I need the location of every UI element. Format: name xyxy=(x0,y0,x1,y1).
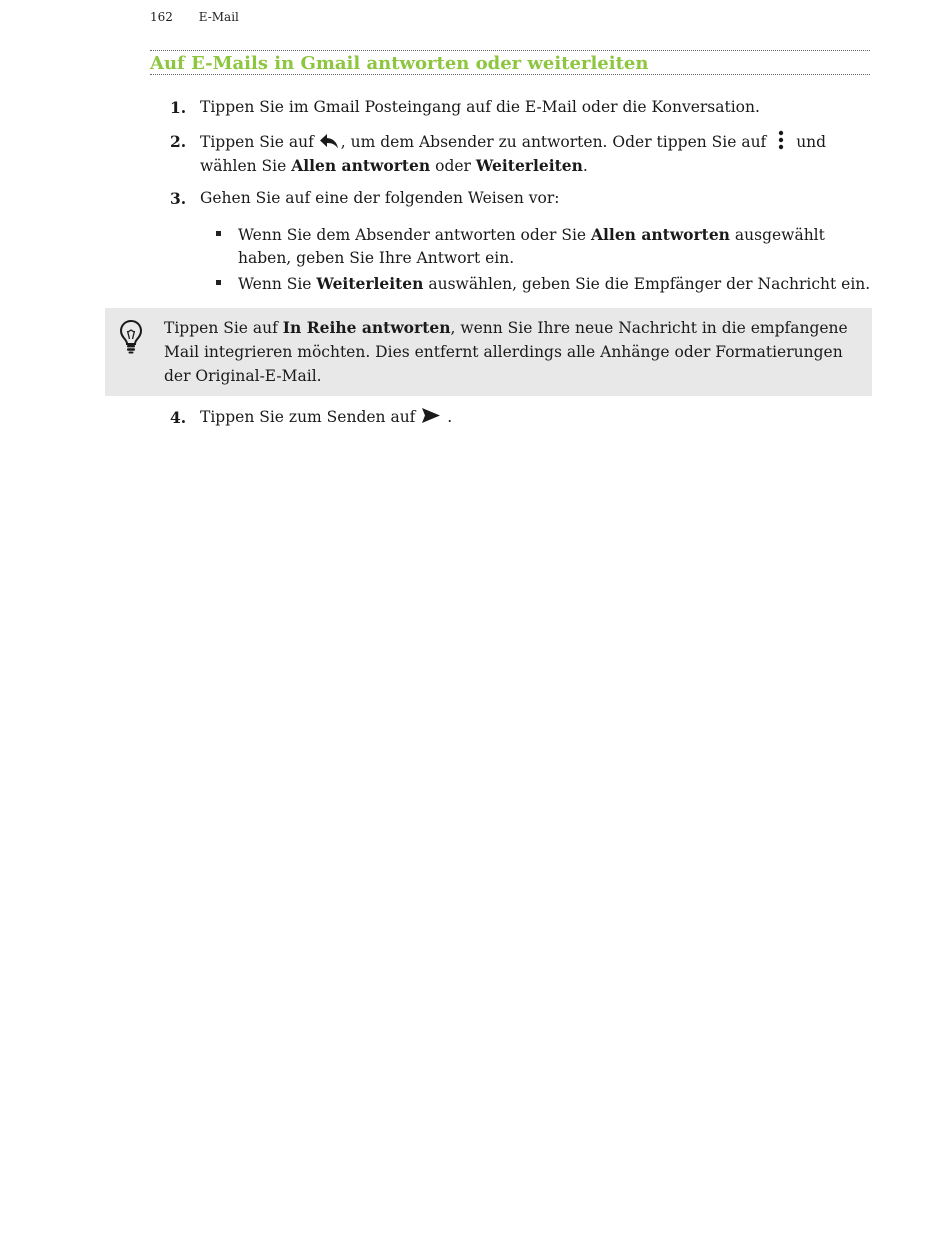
bullet-marker xyxy=(216,280,221,285)
step-number: 4. xyxy=(170,408,187,427)
step-number: 2. xyxy=(170,132,187,151)
bullet-bold-term: Allen antworten xyxy=(591,225,730,244)
step-text: Gehen Sie auf eine der folgenden Weisen vor: xyxy=(200,189,560,207)
step-text-part: Tippen Sie auf xyxy=(200,133,314,151)
menu-option-reply-all: Allen antworten xyxy=(291,156,431,175)
step-text-part: Tippen Sie zum Senden auf xyxy=(200,408,416,426)
step-1 xyxy=(170,96,870,119)
bullet-text xyxy=(238,223,871,270)
step-text-part: . xyxy=(582,157,588,175)
lightbulb-icon xyxy=(119,319,143,355)
bullet-text-part: Wenn Sie xyxy=(238,275,312,293)
tip-text-part: , wenn Sie Ihre neue Nachricht in die empfangene Mail integrieren möchten. Dies entfernt allerdings alle Anhänge oder Formatierungen der Original-E-Mail. xyxy=(164,319,848,385)
step-2 xyxy=(170,130,870,178)
step-text xyxy=(200,406,870,429)
step-text-part: und wählen Sie xyxy=(200,133,827,175)
section-title: Auf E-Mails in Gmail antworten oder weiterleiten xyxy=(150,53,649,74)
reply-icon xyxy=(319,132,341,150)
step-text: Tippen Sie im Gmail Posteingang auf die E-Mail oder die Konversation. xyxy=(200,98,760,116)
section-heading xyxy=(150,50,870,75)
tip-bold-term: In Reihe antworten xyxy=(282,318,451,337)
tip-box xyxy=(105,308,872,396)
page-number: 162 xyxy=(150,10,173,24)
step-text-part: oder xyxy=(435,157,471,175)
tip-text xyxy=(164,316,854,388)
bullet-item-2 xyxy=(216,272,871,296)
bullet-text-part: Wenn Sie dem Absender antworten oder Sie xyxy=(238,226,587,244)
chapter-title: E-Mail xyxy=(198,10,239,24)
step-4 xyxy=(170,406,870,429)
bullet-text-part: ausgewählt haben, geben Sie Ihre Antwort ein. xyxy=(238,226,825,267)
step-text-part: , um dem Absender zu antworten. Oder tippen Sie auf xyxy=(340,133,767,151)
menu-option-forward: Weiterleiten xyxy=(475,156,583,175)
step-text-part: . xyxy=(447,408,453,426)
bullet-item-1 xyxy=(216,223,871,270)
more-vertical-icon xyxy=(771,130,791,148)
step-3 xyxy=(170,187,870,210)
bullet-text xyxy=(238,272,871,296)
step-text xyxy=(200,130,870,178)
tip-text-part: Tippen Sie auf xyxy=(164,319,278,337)
bullet-text-part: auswählen, geben Sie die Empfänger der Nachricht ein. xyxy=(428,275,871,293)
step-number: 3. xyxy=(170,189,187,208)
bullet-marker xyxy=(216,231,221,236)
running-header xyxy=(150,10,239,24)
send-icon xyxy=(420,407,442,425)
step-number: 1. xyxy=(170,98,187,117)
bullet-bold-term: Weiterleiten xyxy=(316,274,424,293)
